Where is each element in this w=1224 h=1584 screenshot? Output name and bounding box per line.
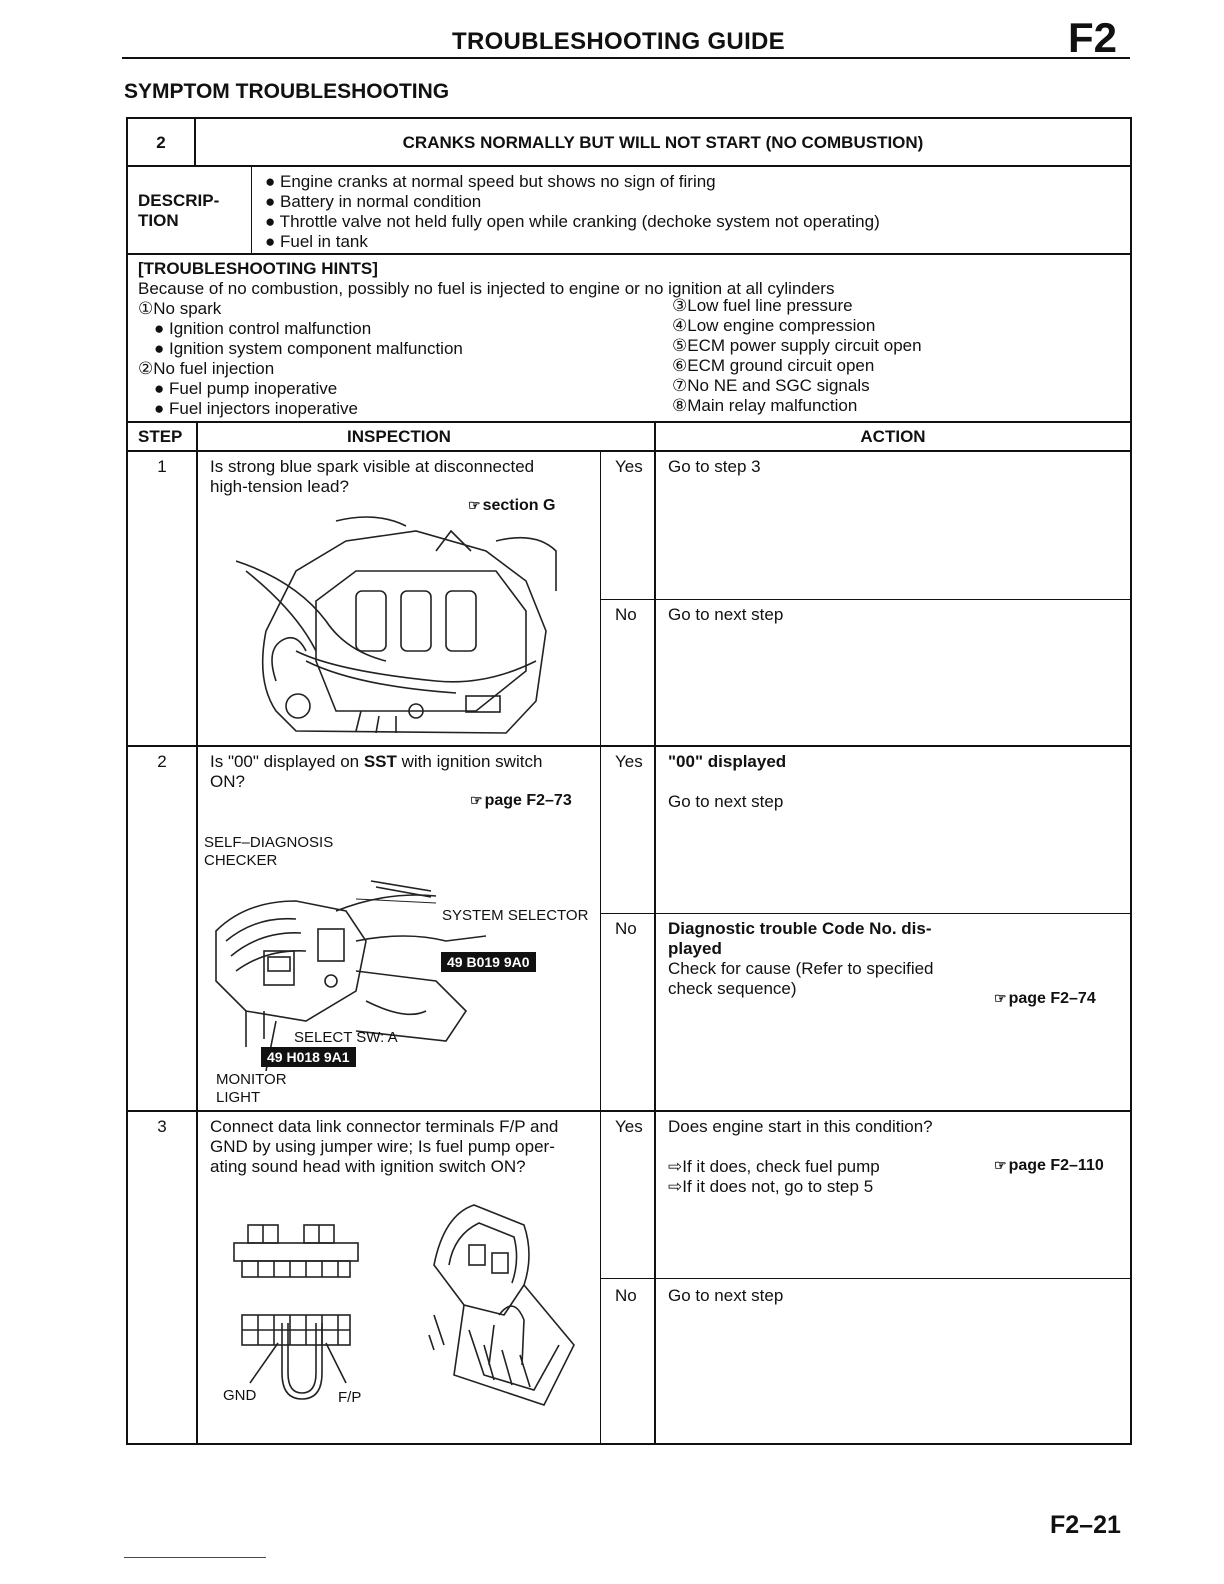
description-item: ● Fuel in tank — [265, 232, 368, 251]
fp-label: F/P — [338, 1389, 362, 1406]
hint-item: ● Fuel injectors inoperative — [154, 399, 358, 418]
action-heading: "00" displayed — [668, 752, 787, 771]
select-switch-label: SELECT SW: A — [294, 1029, 398, 1046]
connector-jumper-figure — [424, 1195, 584, 1415]
header-inspection: INSPECTION — [347, 427, 451, 446]
no-label: No — [615, 919, 637, 938]
troubleshooting-table — [126, 117, 1132, 1445]
step-inspection: ON? — [210, 772, 245, 791]
reference: ☞ page F2–74 — [994, 990, 1096, 1007]
reference: ☞ section G — [468, 497, 556, 514]
action-text: check sequence) — [668, 979, 797, 998]
action-text: Check for cause (Refer to specified — [668, 959, 934, 978]
yes-label: Yes — [615, 457, 643, 476]
yes-label: Yes — [615, 752, 643, 771]
hint-item: ④Low engine compression — [672, 316, 876, 335]
ignition-coil-figure — [236, 511, 566, 737]
page-number: F2–21 — [1050, 1511, 1121, 1539]
step-number: 2 — [157, 752, 167, 771]
hint-item: ⑦No NE and SGC signals — [672, 376, 870, 395]
row-divider — [600, 913, 1130, 914]
step-inspection: ating sound head with ignition switch ON? — [210, 1157, 526, 1176]
data-link-connector-diagram — [222, 1223, 372, 1403]
pointing-hand-icon: ☞ — [468, 497, 481, 513]
hint-item: ● Ignition system component malfunction — [154, 339, 463, 358]
hint-item: ⑧Main relay malfunction — [672, 396, 858, 415]
figure-label: SELF–DIAGNOSIS — [204, 834, 334, 851]
hint-item: ①No spark — [138, 299, 222, 318]
reference: ☞ page F2–73 — [470, 792, 572, 809]
hints-intro: Because of no combustion, possibly no fuel is injected to engine or no ignition at all cylinders — [138, 279, 835, 298]
action-text: ⇨If it does not, go to step 5 — [668, 1177, 874, 1196]
monitor-light-label: LIGHT — [216, 1089, 261, 1106]
gnd-label: GND — [223, 1387, 257, 1404]
symptom-number: 2 — [156, 133, 166, 152]
description-label: TION — [138, 211, 179, 230]
system-selector-label: SYSTEM SELECTOR — [442, 907, 589, 924]
pointing-hand-icon: ☞ — [994, 990, 1007, 1006]
step-inspection: Connect data link connector terminals F/P and — [210, 1117, 559, 1136]
header-action: ACTION — [860, 427, 926, 446]
figure-label: CHECKER — [204, 852, 278, 869]
row-divider — [600, 599, 1130, 600]
header-rule — [122, 57, 1130, 59]
row-divider — [128, 745, 1130, 747]
hint-item: ● Fuel pump inoperative — [154, 379, 338, 398]
action-heading: played — [668, 939, 722, 958]
section-code: F2 — [1068, 14, 1118, 61]
row-divider — [128, 1110, 1130, 1112]
row-divider — [128, 421, 1130, 423]
monitor-light-label: MONITOR — [216, 1071, 287, 1088]
action-text: Does engine start in this condition? — [668, 1117, 933, 1136]
row-divider — [128, 165, 1130, 167]
section-title: SYMPTOM TROUBLESHOOTING — [124, 80, 450, 103]
action-text: Go to next step — [668, 792, 784, 811]
hint-item: ⑥ECM ground circuit open — [672, 356, 875, 375]
action-text: Go to next step — [668, 1286, 784, 1305]
pointing-hand-icon: ☞ — [470, 792, 483, 808]
row-divider — [600, 1278, 1130, 1279]
row-divider — [128, 253, 1130, 255]
hints-heading: [TROUBLESHOOTING HINTS] — [138, 259, 378, 278]
step-inspection: Is strong blue spark visible at disconnected — [210, 457, 535, 476]
description-item: ● Battery in normal condition — [265, 192, 482, 211]
header-step: STEP — [138, 427, 183, 446]
reference: ☞ page F2–110 — [994, 1157, 1104, 1174]
guide-title: TROUBLESHOOTING GUIDE — [452, 28, 785, 55]
description-item: ● Engine cranks at normal speed but shows no sign of firing — [265, 172, 716, 191]
step-number: 1 — [157, 457, 167, 476]
description-item: ● Throttle valve not held fully open while cranking (dechoke system not operating) — [265, 212, 880, 231]
symptom-title: CRANKS NORMALLY BUT WILL NOT START (NO COMBUSTION) — [402, 133, 924, 152]
row-divider — [128, 450, 1130, 452]
no-label: No — [615, 1286, 637, 1305]
col-divider — [654, 422, 656, 1443]
col-divider — [196, 422, 198, 1443]
hint-item: ③Low fuel line pressure — [672, 296, 853, 315]
action-text: Go to step 3 — [668, 457, 761, 476]
step-inspection: Is "00" displayed on SST with ignition switch — [210, 752, 543, 771]
action-text: Go to next step — [668, 605, 784, 624]
col-divider — [251, 167, 252, 253]
action-text: ⇨If it does, check fuel pump — [668, 1157, 880, 1176]
col-divider — [600, 452, 601, 1443]
tool-number-tag: 49 B019 9A0 — [441, 952, 536, 972]
tool-number-tag: 49 H018 9A1 — [261, 1047, 356, 1067]
footer-rule — [124, 1557, 266, 1558]
action-heading: Diagnostic trouble Code No. dis- — [668, 919, 932, 938]
hint-item: ⑤ECM power supply circuit open — [672, 336, 922, 355]
step-inspection: GND by using jumper wire; Is fuel pump oper- — [210, 1137, 555, 1156]
yes-label: Yes — [615, 1117, 643, 1136]
step-inspection: high-tension lead? — [210, 477, 349, 496]
hint-item: ● Ignition control malfunction — [154, 319, 372, 338]
hint-item: ②No fuel injection — [138, 359, 275, 378]
pointing-hand-icon: ☞ — [994, 1157, 1007, 1173]
no-label: No — [615, 605, 637, 624]
step-number: 3 — [157, 1117, 167, 1136]
description-label: DESCRIP- — [138, 191, 220, 210]
